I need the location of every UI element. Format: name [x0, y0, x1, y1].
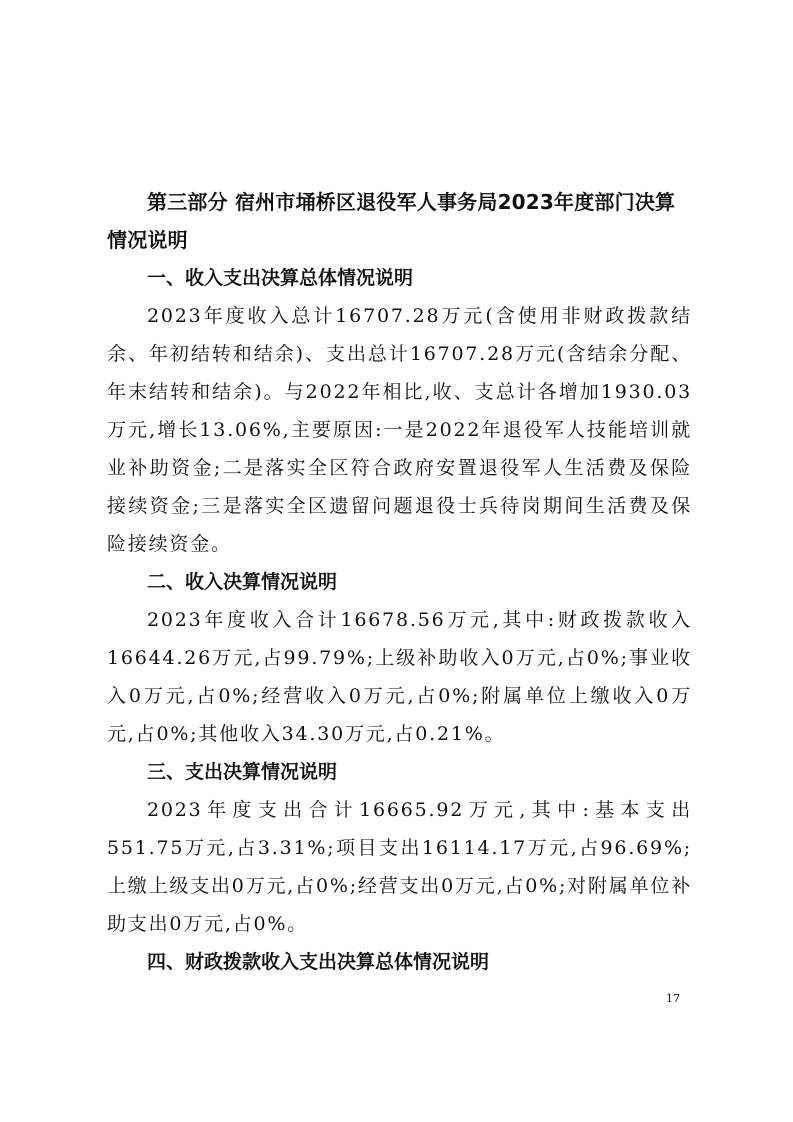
section-heading-expenditure: 三、支出决算情况说明 — [147, 761, 338, 783]
section-body-expenditure: 2023年度支出合计16665.92万元,其中:基本支出551.75万元,占3.31%;项目支出16114.17万元,占96.69%;上缴上级支出0万元,占0%;经营支出0万元,占0%;对附属单位补助支出0万元,占0%。 — [107, 799, 692, 935]
section-heading-income: 二、收入决算情况说明 — [147, 571, 338, 593]
document-title: 第三部分 宿州市埇桥区退役军人事务局2023年度部门决算情况说明 — [107, 190, 676, 252]
section-body-income-expenditure-overview: 2023年度收入总计16707.28万元(含使用非财政拨款结余、年初结转和结余)、支出总计16707.28万元(含结余分配、年末结转和结余)。与2022年相比,收、支总计各增加1930.03万元,增长13.06%,主要原因:一是2022年退役军人技能培训就业补助资金;二是落实全区符合政府安置退役军人生活费及保险接续资金;三是落实全区遗留问题退役士兵待岗期间生活费及保险接续资金。 — [107, 305, 692, 555]
section-heading-fiscal-appropriation: 四、财政拨款收入支出决算总体情况说明 — [147, 951, 490, 973]
section-body-income: 2023年度收入合计16678.56万元,其中:财政拨款收入16644.26万元,占99.79%;上级补助收入0万元,占0%;事业收入0万元,占0%;经营收入0万元,占0%;附属单位上缴收入0万元,占0%;其他收入34.30万元,占0.21%。 — [107, 609, 692, 745]
page-number: 17 — [666, 992, 680, 1005]
section-heading-income-expenditure-overview: 一、收入支出决算总体情况说明 — [147, 267, 414, 289]
